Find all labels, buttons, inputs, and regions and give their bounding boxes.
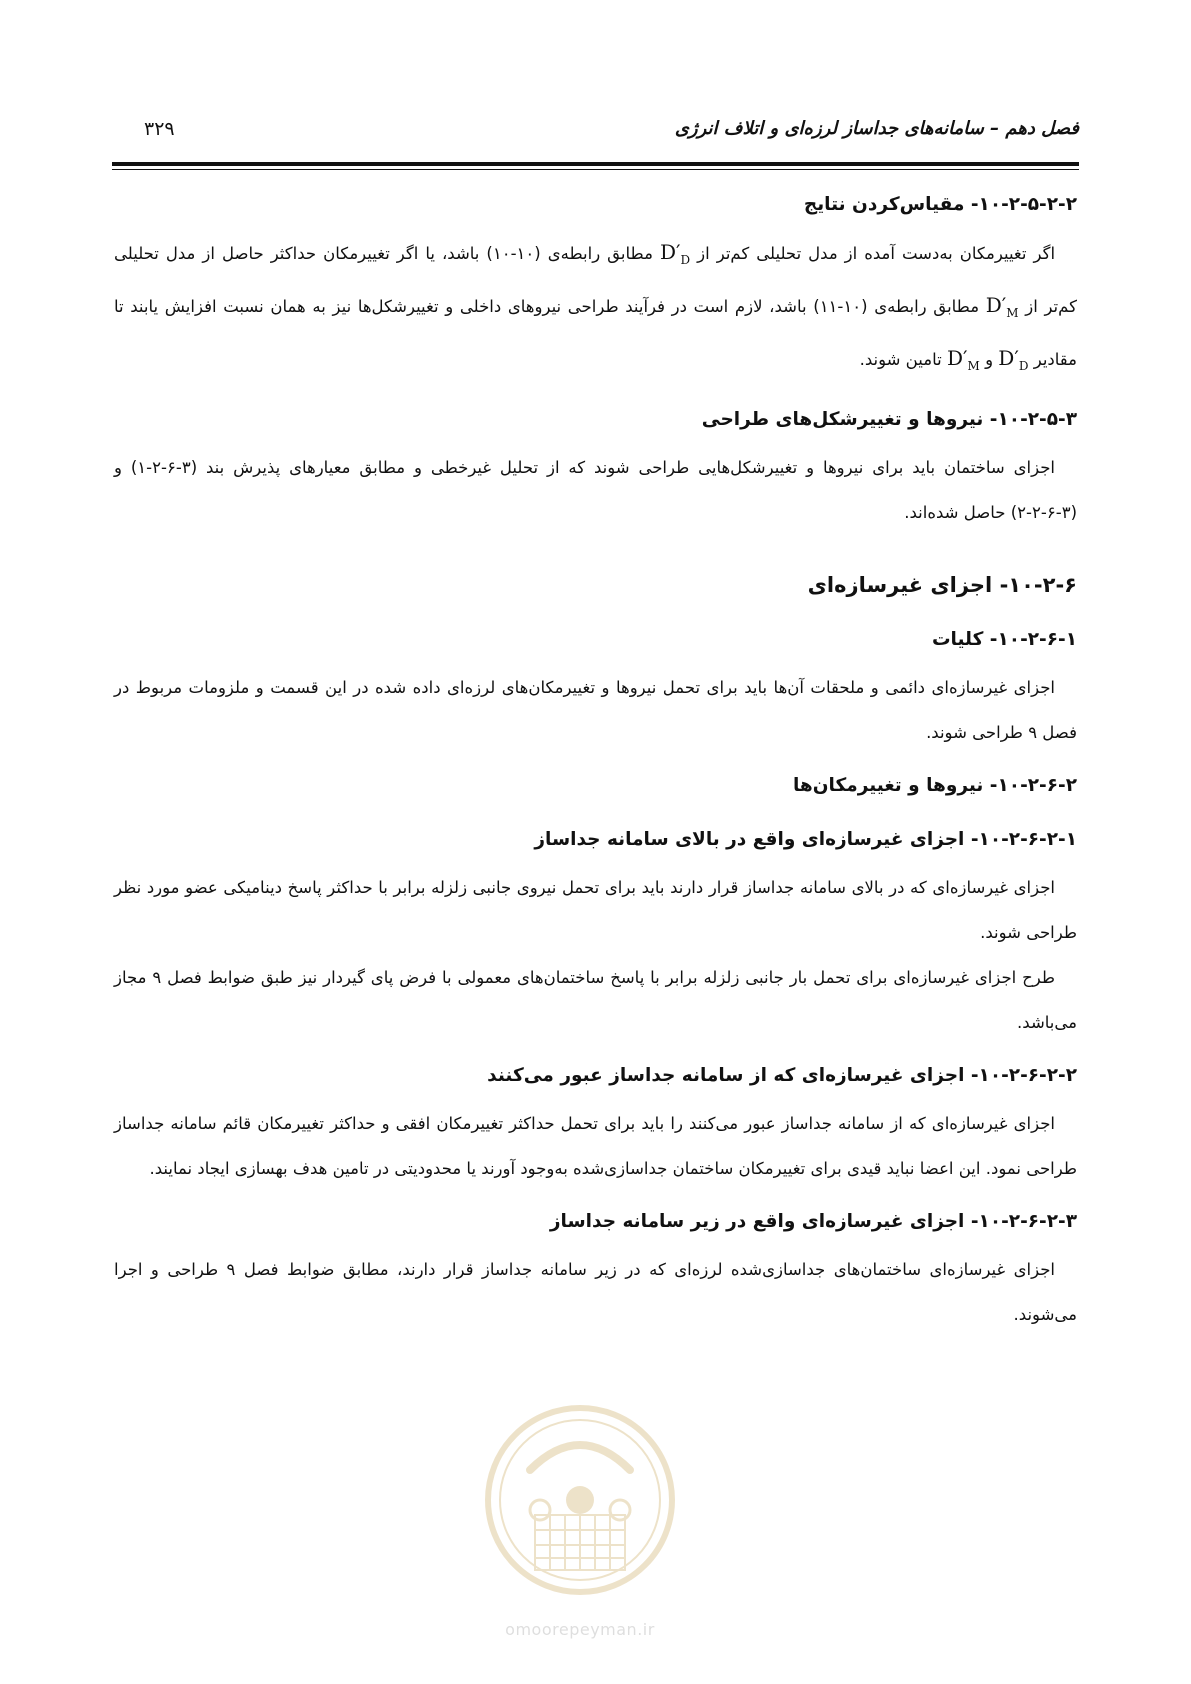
text-run: اگر تغییرمکان به‌دست آمده از مدل تحلیلی کم‌تر از bbox=[697, 244, 1056, 263]
section-heading-above-isolation: ۱۰-۲-۶-۲-۱- اجزای غیرسازه‌ای واقع در بالای سامانه جداساز bbox=[534, 829, 1077, 850]
symbol-text: D′ bbox=[998, 346, 1019, 370]
paragraph-scaling-results bbox=[114, 230, 1077, 389]
symbol-subscript: M bbox=[1006, 306, 1019, 320]
symbol-subscript: M bbox=[967, 359, 980, 373]
paragraph-general: اجزای غیرسازه‌ای دائمی و ملحقات آن‌ها باید برای تحمل نیروها و تغییرمکان‌های لرزه‌ای داده شده در این قسمت و ملزومات مربوط در فصل ۹ طراحی شوند. bbox=[114, 678, 1077, 742]
page-number: ۳۲۹ bbox=[144, 118, 175, 140]
paragraph-design-forces: اجزای ساختمان باید برای نیروها و تغییرشکل‌هایی طراحی شوند که از تحلیل غیرخطی و مطابق معیارهای پذیرش بند (۳-۶-۲-۱) و (۳-۶-۲-۲) حاصل شده‌اند. bbox=[114, 458, 1077, 522]
header-rule-thick bbox=[112, 162, 1079, 166]
symbol-text: D′ bbox=[946, 346, 968, 370]
section-heading-nonstructural: ۱۰-۲-۶- اجزای غیرسازه‌ای bbox=[807, 573, 1077, 597]
watermark-url: omoorepeyman.ir bbox=[505, 1620, 655, 1639]
section-heading-crossing-isolation: ۱۰-۲-۶-۲-۲- اجزای غیرسازه‌ای که از سامانه جداساز عبور می‌کنند bbox=[487, 1065, 1077, 1086]
page-body bbox=[114, 190, 1077, 1337]
symbol-text: D′ bbox=[659, 240, 681, 264]
seal-graphic bbox=[480, 1400, 680, 1615]
section-heading-scaling-results: ۱۰-۲-۵-۲-۲- مقیاس‌کردن نتایج bbox=[803, 194, 1077, 215]
symbol-d-prime-m bbox=[985, 293, 1019, 320]
section-heading-forces-displacements: ۱۰-۲-۶-۲- نیروها و تغییرمکان‌ها bbox=[792, 775, 1077, 796]
text-run: تامین شوند. bbox=[859, 350, 942, 369]
watermark-seal bbox=[480, 1400, 680, 1639]
symbol-text: D′ bbox=[985, 293, 1007, 317]
symbol-d-prime-d bbox=[659, 240, 691, 267]
paragraph-crossing-isolation: اجزای غیرسازه‌ای که از سامانه جداساز عبور می‌کنند را باید برای تحمل حداکثر تغییرمکان افقی و حداکثر تغییرمکان قائم سامانه جداساز طراحی نمود. این اعضا نباید قیدی برای تغییرمکان ساختمان جداسازی‌شده به‌وجود آورند یا محدودیتی در تامین هدف بهسازی ایجاد نمایند. bbox=[114, 1114, 1077, 1178]
text-run: مطابق رابطه‌ی (۱۰-۱۰) باشد، یا اگر تغییرمکان حداکثر حاصل از مدل تحلیلی کم‌تر از bbox=[114, 244, 1077, 316]
symbol-d-prime-m bbox=[946, 346, 980, 373]
symbol-subscript: D bbox=[1018, 359, 1029, 373]
text-run: مطابق رابطه‌ی (۱۰-۱۱) باشد، لازم است در فرآیند طراحی نیروهای داخلی و تغییرشکل‌ها نیز به همان نسبت افزایش یابند تا مقادیر bbox=[114, 297, 1077, 369]
symbol-subscript: D bbox=[680, 253, 691, 267]
header-rule-thin bbox=[112, 169, 1079, 170]
symbol-d-prime-d bbox=[998, 346, 1029, 373]
section-heading-below-isolation: ۱۰-۲-۶-۲-۳- اجزای غیرسازه‌ای واقع در زیر سامانه جداساز bbox=[549, 1211, 1077, 1232]
paragraph-above-isolation-2: طرح اجزای غیرسازه‌ای برای تحمل بار جانبی زلزله برابر با پاسخ ساختمان‌های معمولی با فرض پای گیردار نیز طبق ضوابط فصل ۹ مجاز می‌باشد. bbox=[114, 968, 1077, 1032]
paragraph-below-isolation: اجزای غیرسازه‌ای ساختمان‌های جداسازی‌شده لرزه‌ای که در زیر سامانه جداساز قرار دارند، مطابق ضوابط فصل ۹ طراحی و اجرا می‌شوند. bbox=[114, 1260, 1077, 1324]
section-heading-general: ۱۰-۲-۶-۱- کلیات bbox=[931, 629, 1077, 650]
page-header bbox=[112, 118, 1079, 164]
running-title: فصل دهم – سامانه‌های جداساز لرزه‌ای و اتلاف انرژی bbox=[674, 118, 1079, 139]
text-run: و bbox=[985, 350, 994, 369]
paragraph-above-isolation-1: اجزای غیرسازه‌ای که در بالای سامانه جداساز قرار دارند باید برای تحمل نیروی جانبی زلزله برابر با حداکثر پاسخ دینامیکی عضو مورد نظر طراحی شوند. bbox=[114, 878, 1077, 942]
section-heading-design-forces: ۱۰-۲-۵-۳- نیروها و تغییرشکل‌های طراحی bbox=[701, 409, 1077, 430]
